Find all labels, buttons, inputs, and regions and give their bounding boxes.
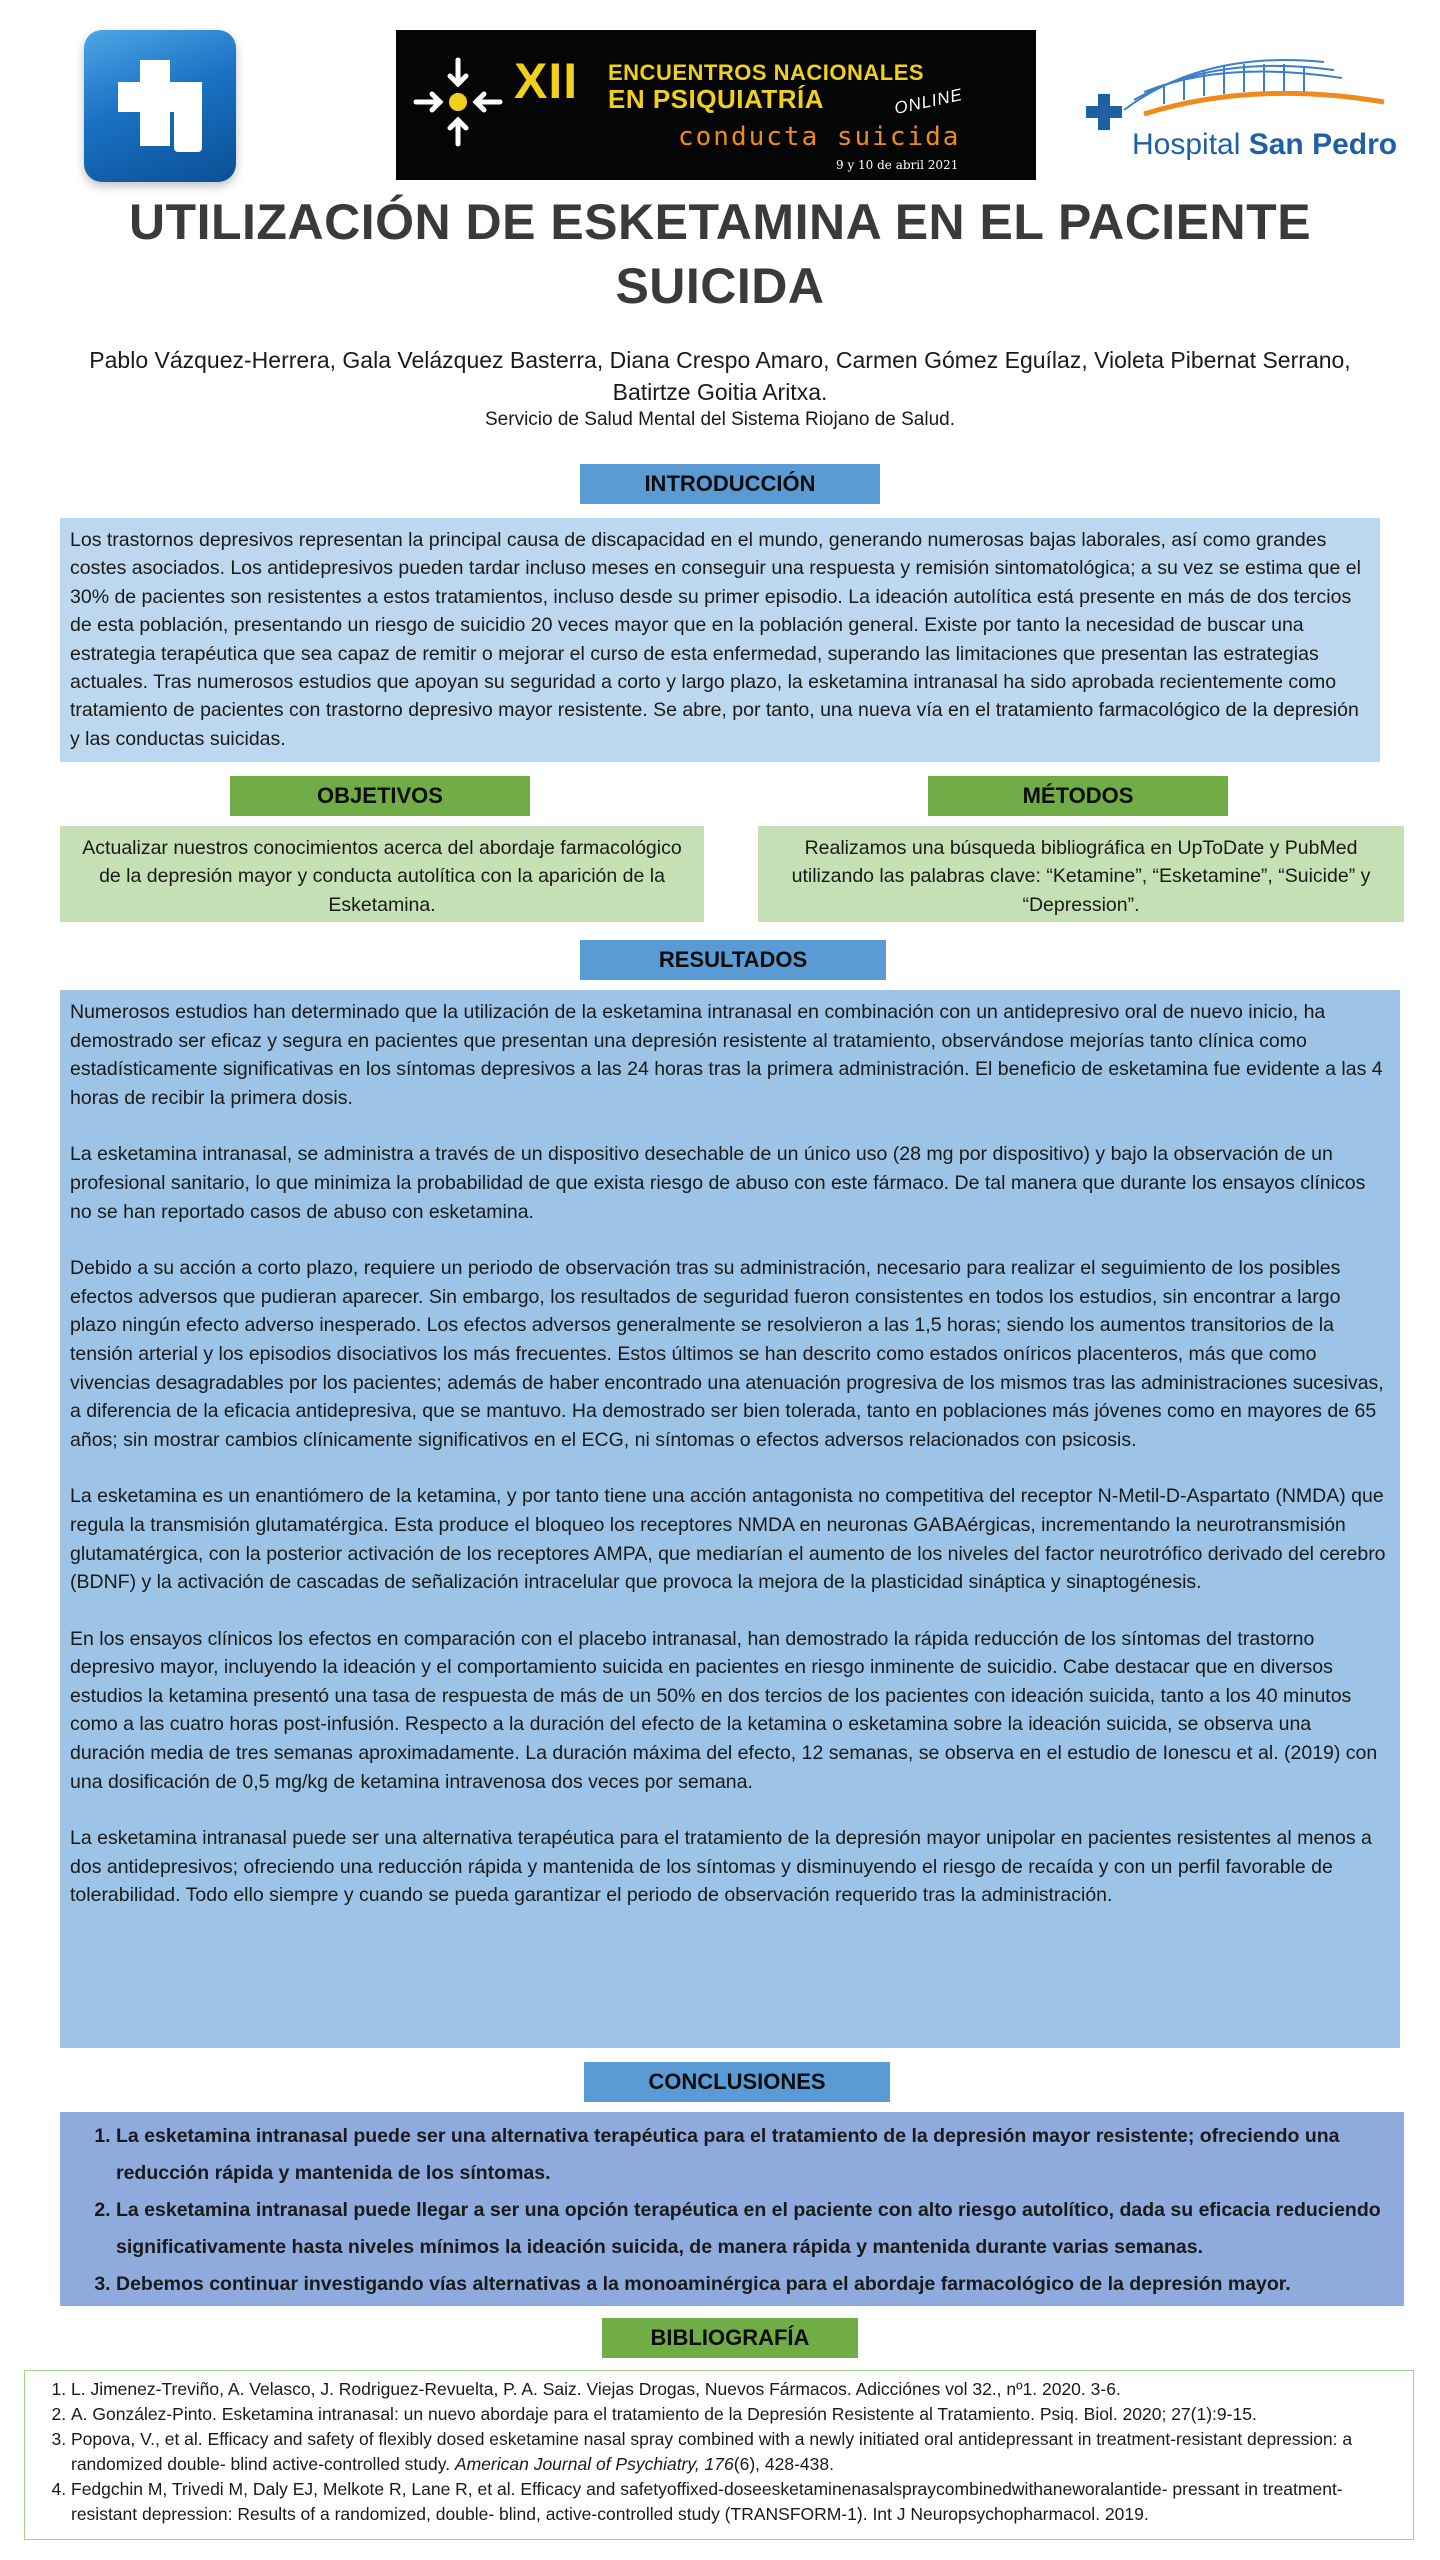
conclusions-heading: CONCLUSIONES <box>584 2062 890 2102</box>
results-paragraph: En los ensayos clínicos los efectos en comparación con el placebo intranasal, han demostrado la rápida reducción de los síntomas del trastorno depresivo mayor, incluyendo la ideación y el comportamiento suicida en pacientes en riesgo inminente de suicidio. Cabe destacar que en diversos estudios la ketamina presentó una tasa de respuesta de más de un 50% en dos tercios de los pacientes con ideación suicida, tanto a los 40 minutos como a las cuatro horas post-infusión. Respecto a la duración del efecto de la ketamina o esketamina sobre la ideación suicida, se observa una duración media de tres semanas aproximadamente. La duración máxima del efecto, 12 semanas, se observa en el estudio de Ionescu et al. (2019) con una dosificación de 0,5 mg/kg de ketamina intravenosa dos veces por semana. <box>70 1627 1378 1793</box>
methods-heading: MÉTODOS <box>928 776 1228 816</box>
conclusions-section <box>60 2112 1404 2306</box>
reference-item: 1. L. Jimenez-Treviño, A. Velasco, J. Rodriguez-Revuelta, P. A. Saiz. Viejas Drogas, Nuevos Fármacos. Adicciónes vol 32., nº1. 2020. 3-6. <box>71 2377 1403 2402</box>
intro-section <box>60 518 1380 762</box>
bibliography-section <box>24 2370 1414 2540</box>
results-section <box>60 990 1400 2048</box>
conference-banner <box>396 30 1036 180</box>
bibliography-list <box>35 2377 1403 2527</box>
institution-logo-left <box>84 30 236 182</box>
intro-text: Los trastornos depresivos representan la principal causa de discapacidad en el mundo, generando numerosas bajas laborales, así como grandes costes asociados. Los antidepresivos pueden tardar incluso meses en conseguir una respuesta y remisión sintomatológica; a su vez se estima que el 30% de pacientes son resistentes a estos tratamientos, incluso desde su primer episodio. La ideación autolítica está presente en más de dos tercios de esta población, presentando un riesgo de suicidio 20 veces mayor que en la población general. Existe por tanto la necesidad de buscar una estrategia terapéutica que sea capaz de remitir o mejorar el curso de esta enfermedad, superando las limitaciones que presentan las estrategias actuales. Tras numerosos estudios que apoyan su seguridad a corto y largo plazo, la esketamina intranasal ha sido aprobada recientemente como tratamiento de pacientes con trastorno depresivo mayor resistente. Se abre, por tanto, una nueva vía en el tratamiento farmacológico de la depresión y las conductas suicidas. <box>70 529 1361 750</box>
reference-item: 4. Fedgchin M, Trivedi M, Daly EJ, Melkote R, Lane R, et al. Efficacy and safetyoffixed-doseesketaminenasalspraycombinedwithaneworalantide- pressant in treatment-resistant depression: Results of a randomized, double- blind, active-controlled study (TRANSFORM-1). Int J Neuropsychopharmacol. 2019. <box>71 2477 1403 2527</box>
hospital-building-icon <box>1084 40 1404 130</box>
methods-text: Realizamos una búsqueda bibliográfica en UpToDate y PubMed utilizando las palabras clave: “Ketamine”, “Esketamine”, “Suicide” y “Depression”. <box>758 826 1404 922</box>
authors: Pablo Vázquez-Herrera, Gala Velázquez Basterra, Diana Crespo Amaro, Carmen Gómez Eguílaz, Violeta Pibernat Serrano, Batirtze Goitia Aritxa. <box>89 347 1351 405</box>
results-paragraph: Debido a su acción a corto plazo, requiere un periodo de observación tras su administración, necesario para realizar el seguimiento de los posibles efectos adversos que pudieran aparecer. Sin embargo, los resultados de seguridad fueron consistentes en todos los estudios, sin encontrar a largo plazo ningún efecto adverso inesperado. Los efectos adversos generalmente se resolvieron a las 1,5 horas; siendo los aumentos transitorios de la tensión arterial y los episodios disociativos los más frecuentes. Estos últimos se han descrito como estados oníricos placenteros, más que como vivencias desagradables por los pacientes; además de haber encontrado una atenuación progresiva de los mismos tras las administraciones sucesivas, a diferencia de la eficacia antidepresiva, que se mantuvo. Ha demostrado ser bien tolerada, tanto en poblaciones más jóvenes como en mayores de 65 años; sin mostrar cambios clínicamente significativos en el ECG, ni síntomas o efectos adversos relacionados con psicosis. <box>70 1257 1384 1451</box>
banner-line1: ENCUENTROS NACIONALES <box>608 60 925 85</box>
conference-arrows-icon <box>410 54 506 150</box>
results-paragraph: La esketamina es un enantiómero de la ketamina, y por tanto tiene una acción antagonista no competitiva del receptor N-Metil-D-Aspartato (NMDA) que regula la transmisión glutamatérgica. Esta produce el bloqueo los receptores NMDA en neuronas GABAérgicas, incrementando la neurotransmisión glutamatérgica, con la posterior activación de los receptores AMPA, que mediarían el aumento de los niveles del factor neurotrófico derivado del cerebro (BDNF) y la activación de cascadas de señalización intracelular que provoca la mejora de la plasticidad sináptica y sinaptogénesis. <box>70 1485 1386 1594</box>
banner-online: ONLINE <box>892 85 965 119</box>
conclusion-item: 1. La esketamina intranasal puede ser una alternativa terapéutica para el tratamiento de la depresión mayor resistente; ofreciendo una reducción rápida y mantenida de los síntomas. <box>116 2118 1394 2192</box>
conclusions-list <box>70 2118 1394 2303</box>
reference-item: 3. Popova, V., et al. Efficacy and safety of flexibly dosed esketamine nasal spray combined with a newly initiated oral antidepressant in treatment-resistant depression: a randomized double- blind active-controlled study. American Journal of Psychiatry, 176(6), 428-438. <box>71 2427 1403 2477</box>
reference-item: 2. A. González-Pinto. Esketamina intranasal: un nuevo abordaje para el tratamiento de la Depresión Resistente al Tratamiento. Psiq. Biol. 2020; 27(1):9-15. <box>71 2402 1403 2427</box>
poster-title: UTILIZACIÓN DE ESKETAMINA EN EL PACIENTE SUICIDA <box>128 194 1312 314</box>
banner-tagline: conducta suicida <box>678 122 961 152</box>
banner-number: XII <box>514 53 579 109</box>
conclusion-item: 3. Debemos continuar investigando vías alternativas a la monoaminérgica para el abordaje farmacológico de la depresión mayor. <box>116 2266 1394 2303</box>
results-paragraph: La esketamina intranasal, se administra a través de un dispositivo desechable de un único uso (28 mg por dispositivo) y bajo la observación de un profesional sanitario, lo que minimiza la probabilidad de que exista riesgo de abuso con este fármaco. De tal manera que durante los ensayos clínicos no se han reportado casos de abuso con esketamina. <box>70 1143 1366 1223</box>
conclusion-item: 2. La esketamina intranasal puede llegar a ser una opción terapéutica en el paciente con alto riesgo autolítico, dada su eficacia reduciendo significativamente hasta niveles mínimos la ideación suicida, de manera rápida y mantenida durante varias semanas. <box>116 2192 1394 2266</box>
objectives-text: Actualizar nuestros conocimientos acerca del abordaje farmacológico de la depresión mayor y conducta autolítica con la aparición de la Esketamina. <box>60 826 704 922</box>
affiliation: Servicio de Salud Mental del Sistema Riojano de Salud. <box>485 409 955 430</box>
objectives-heading: OBJETIVOS <box>230 776 530 816</box>
intro-heading: INTRODUCCIÓN <box>580 464 880 504</box>
banner-line2: EN PSIQUIATRÍA <box>608 84 824 114</box>
bibliography-heading: BIBLIOGRAFÍA <box>602 2318 858 2358</box>
hospital-name: Hospital San Pedro <box>1132 128 1398 161</box>
banner-dates: 9 y 10 de abril 2021 <box>836 158 959 172</box>
hospital-logo <box>1084 40 1404 180</box>
results-paragraph: Numerosos estudios han determinado que la utilización de la esketamina intranasal en combinación con un antidepresivo oral de nuevo inicio, ha demostrado ser eficaz y segura en pacientes que presentan una depresión resistente al tratamiento, observándose mejorías tanto clínica como estadísticamente significativas en los síntomas depresivos a las 24 horas tras la primera administración. El beneficio de esketamina fue evidente a las 4 horas de recibir la primera dosis. <box>70 1001 1383 1109</box>
results-paragraph: La esketamina intranasal puede ser una alternativa terapéutica para el tratamiento de la depresión mayor unipolar en pacientes resistentes al menos a dos antidepresivos; ofreciendo una reducción rápida y mantenida de los síntomas y disminuyendo el riesgo de recaída y con un perfil favorable de tolerabilidad. Todo ello siempre y cuando se pueda garantizar el periodo de observación requerido tras la administración. <box>70 1827 1372 1907</box>
results-heading: RESULTADOS <box>580 940 886 980</box>
